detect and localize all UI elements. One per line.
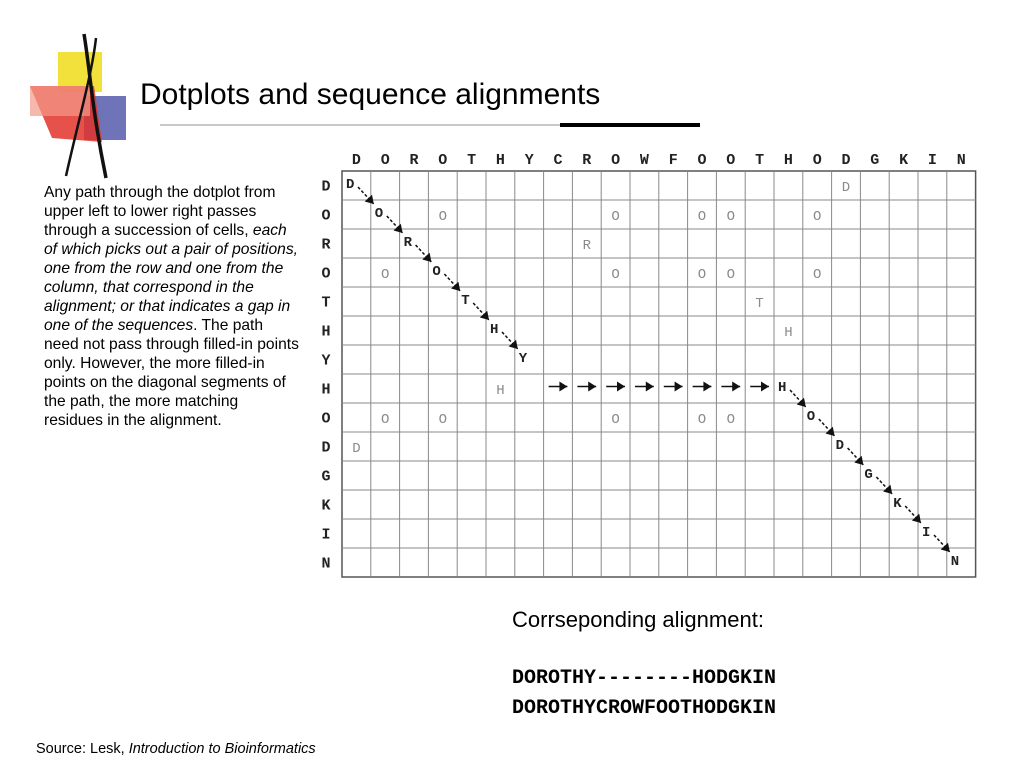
slide-logo [22, 30, 132, 180]
match-cell-letter: O [380, 267, 390, 283]
row-header-letter: D [321, 178, 331, 196]
column-header-letter: R [582, 152, 592, 169]
path-cell-letter: O [432, 264, 441, 280]
match-cell-letter: O [380, 412, 390, 428]
source-prefix: Source: Lesk, [36, 741, 129, 757]
row-header-letter: D [321, 439, 331, 457]
match-cell-letter: O [438, 412, 448, 428]
column-header-letter: O [611, 152, 621, 169]
column-header-letter: F [668, 152, 678, 169]
row-header-letter: O [321, 207, 331, 225]
column-header-letter: D [841, 152, 851, 169]
match-cell-letter: O [611, 412, 620, 428]
match-cell-letter: D [352, 441, 361, 457]
path-arrowhead [559, 382, 567, 392]
path-arrowhead [617, 382, 625, 392]
path-cell-letter: R [403, 235, 413, 251]
match-cell-letter: O [726, 412, 736, 428]
column-header-letter: R [409, 152, 419, 169]
paragraph-emphasis: each of which picks out a pair of positions, one from the row and one from the column, that correspond in the alignment; or that indicates a gap in one of the sequences [44, 222, 298, 334]
path-arrowhead [588, 382, 596, 392]
path-cell-letter: K [893, 496, 902, 512]
match-cell-letter: O [697, 267, 707, 283]
column-header-letter: O [726, 152, 736, 169]
row-header-letter: O [321, 265, 331, 283]
column-header-letter: C [553, 152, 563, 169]
match-cell-letter: O [726, 209, 736, 225]
path-cell-letter: H [778, 380, 787, 396]
match-cell-letter: O [812, 267, 822, 283]
path-cell-letter: G [864, 467, 873, 483]
match-cell-letter: O [611, 267, 620, 283]
column-header-letter: H [783, 152, 793, 169]
path-arrowhead [761, 382, 769, 392]
row-header-letter: N [321, 555, 331, 573]
row-header-letter: H [321, 323, 331, 341]
path-cell-letter: O [374, 206, 384, 222]
column-header-letter: K [899, 152, 909, 169]
column-header-letter: D [351, 152, 361, 169]
path-cell-letter: D [835, 438, 845, 454]
path-arrowhead [646, 382, 654, 392]
column-header-letter: N [956, 152, 966, 169]
column-header-letter: Y [524, 152, 534, 169]
column-header-letter: T [755, 152, 765, 169]
row-header-letter: Y [321, 352, 331, 370]
column-header-letter: G [870, 152, 880, 169]
column-header-letter: O [812, 152, 822, 169]
title-underline [160, 121, 700, 129]
alignment-heading: Corrseponding alignment: [512, 607, 764, 632]
paragraph-tail: . The path need not pass through filled-in points only. However, the more filled-in points on the diagonal segments of the path, the more matching residues in the alignment. [44, 317, 299, 429]
match-cell-letter: H [496, 383, 505, 399]
row-header-letter: R [321, 236, 331, 254]
alignment-row-1: DOROTHY--------HODGKIN [512, 667, 777, 690]
column-header-letter: W [639, 152, 649, 169]
alignment-row-2: DOROTHYCROWFOOTHODGKIN [512, 697, 777, 720]
match-cell-letter: O [697, 209, 707, 225]
match-cell-letter: O [697, 412, 707, 428]
source-citation [36, 740, 316, 758]
path-cell-letter: H [490, 322, 499, 338]
row-header-letter: G [321, 468, 331, 486]
path-cell-letter: O [806, 409, 816, 425]
match-cell-letter: O [812, 209, 822, 225]
path-cell-letter: I [922, 525, 931, 541]
dotplot-diagram [312, 144, 982, 584]
column-header-letter: O [697, 152, 707, 169]
path-cell-letter: Y [518, 351, 528, 367]
path-arrowhead [732, 382, 740, 392]
row-header-letter: K [321, 497, 331, 515]
path-cell-letter: D [346, 177, 355, 193]
column-header-letter: T [467, 152, 477, 169]
path-arrowhead [703, 382, 711, 392]
column-header-letter: O [438, 152, 448, 169]
row-header-letter: O [321, 410, 331, 428]
path-cell-letter: N [950, 554, 960, 570]
match-cell-letter: H [784, 325, 793, 341]
match-cell-letter: T [755, 296, 764, 312]
match-cell-letter: D [841, 180, 851, 196]
row-header-letter: I [321, 526, 331, 544]
match-cell-letter: O [611, 209, 620, 225]
path-cell-letter: T [461, 293, 470, 309]
row-header-letter: T [321, 294, 331, 312]
column-header-letter: H [495, 152, 505, 169]
match-cell-letter: O [438, 209, 448, 225]
source-book-title: Introduction to Bioinformatics [128, 741, 316, 757]
slide-title: Dotplots and sequence alignments [140, 78, 601, 111]
path-arrowhead [675, 382, 683, 392]
match-cell-letter: R [582, 238, 592, 254]
match-cell-letter: O [726, 267, 736, 283]
body-paragraph [44, 183, 300, 430]
row-header-letter: H [321, 381, 331, 399]
column-header-letter: O [380, 152, 390, 169]
paragraph-lead: Any path through the dotplot from upper left to lower right passes through a succession of cells, [44, 184, 276, 239]
column-header-letter: I [927, 152, 937, 169]
